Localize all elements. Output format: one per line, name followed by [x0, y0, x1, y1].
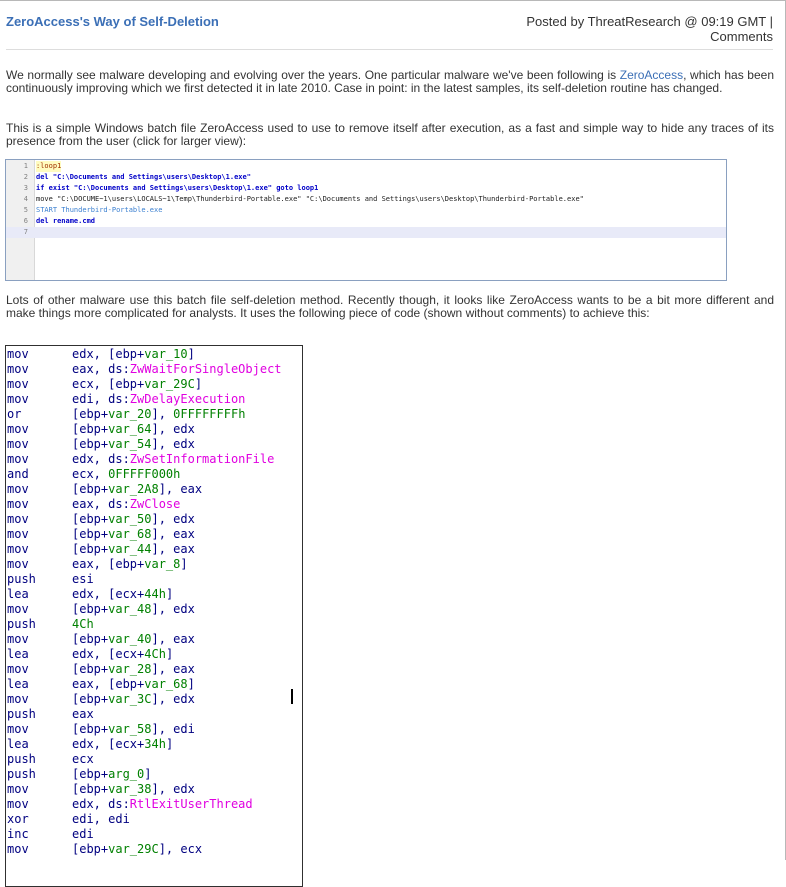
batch-file-screenshot[interactable] [5, 159, 727, 281]
asm-mnemonic: mov [7, 392, 29, 406]
asm-operands: [ebp+var_2A8], eax [72, 482, 203, 496]
asm-operands: [ebp+var_50], edx [72, 512, 195, 526]
asm-mnemonic: mov [7, 602, 29, 616]
asm-operands: [ebp+var_68], eax [72, 527, 195, 541]
asm-mnemonic: push [7, 752, 36, 766]
asm-mnemonic: push [7, 617, 36, 631]
asm-operands: [ebp+var_38], edx [72, 782, 195, 796]
asm-operands: eax, [ebp+var_68] [72, 677, 195, 691]
asm-mnemonic: mov [7, 842, 29, 856]
asm-mnemonic: lea [7, 647, 29, 661]
asm-operands: [ebp+var_20], 0FFFFFFFFh [72, 407, 246, 421]
intro-paragraph [6, 69, 774, 95]
asm-mnemonic: mov [7, 632, 29, 646]
asm-operands: [ebp+var_64], edx [72, 422, 195, 436]
asm-mnemonic: mov [7, 452, 29, 466]
batch-code: move "C:\DOCUME~1\users\LOCALS~1\Temp\Thunderbird-Portable.exe" "C:\Documents and Settings\users\Desktop\Thunderbird-Portable.exe" [36, 195, 584, 203]
batch-code: if exist "C:\Documents and Settings\users\Desktop\1.exe" goto loop1 [36, 184, 319, 192]
asm-operands: [ebp+arg_0] [72, 767, 152, 781]
asm-mnemonic: lea [7, 737, 29, 751]
asm-operands: edx, [ecx+44h] [72, 587, 174, 601]
asm-operands: eax, [ebp+var_8] [72, 557, 188, 571]
post-byline: Posted by ThreatResearch @ 09:19 GMT | [526, 14, 773, 29]
asm-mnemonic: mov [7, 422, 29, 436]
asm-mnemonic: mov [7, 437, 29, 451]
line-number: 2 [23, 173, 28, 181]
asm-operands: edx, [ecx+4Ch] [72, 647, 174, 661]
asm-mnemonic: mov [7, 497, 29, 511]
asm-mnemonic: lea [7, 587, 29, 601]
line-number: 7 [23, 228, 28, 236]
asm-operands: edx, [ecx+34h] [72, 737, 174, 751]
asm-mnemonic: mov [7, 527, 29, 541]
asm-operands: ecx [72, 752, 94, 766]
line-number: 6 [23, 217, 28, 225]
asm-mnemonic: mov [7, 362, 29, 376]
post-title-link[interactable]: ZeroAccess's Way of Self-Deletion [6, 14, 219, 29]
batch-line [6, 161, 726, 172]
frame-top-border [0, 0, 786, 1]
asm-mnemonic: mov [7, 557, 29, 571]
line-number: 4 [23, 195, 28, 203]
asm-description-paragraph: Lots of other malware use this batch file self-deletion method. Recently though, it looks like ZeroAccess wants to be a bit more different and make things more complicated for analysts. It uses the following piece of code (shown without comments) to achieve this: [6, 293, 774, 320]
asm-operands: edx, ds:RtlExitUserThread [72, 797, 253, 811]
asm-mnemonic: lea [7, 677, 29, 691]
asm-operands: [ebp+var_3C], edx [72, 692, 195, 706]
asm-operands: eax, ds:ZwWaitForSingleObject [72, 362, 282, 376]
batch-code: START Thunderbird-Portable.exe [36, 206, 163, 214]
asm-operands: ecx, 0FFFFF000h [72, 467, 181, 481]
asm-operands: [ebp+var_29C], ecx [72, 842, 203, 856]
asm-mnemonic: and [7, 467, 29, 481]
batch-line-current [6, 227, 726, 238]
asm-operands: [ebp+var_58], edi [72, 722, 195, 736]
asm-operands: [ebp+var_54], edx [72, 437, 195, 451]
batch-line [6, 172, 726, 183]
batch-code: del rename.cmd [36, 217, 96, 225]
asm-mnemonic: xor [7, 812, 29, 826]
asm-operands: [ebp+var_48], edx [72, 602, 195, 616]
batch-code: del "C:\Documents and Settings\users\Desktop\1.exe" [36, 173, 251, 181]
asm-mnemonic: mov [7, 797, 29, 811]
batch-line [6, 183, 726, 194]
batch-line [6, 216, 726, 227]
asm-mnemonic: inc [7, 827, 29, 841]
asm-operands: [ebp+var_28], eax [72, 662, 195, 676]
asm-mnemonic: mov [7, 347, 29, 361]
post-meta [473, 14, 773, 44]
batch-description-paragraph: This is a simple Windows batch file ZeroAccess used to use to remove itself after execution, as a fast and simple way to hide any traces of its presence from the user (click for larger view): [6, 121, 774, 148]
asm-operands: edx, ds:ZwSetInformationFile [72, 452, 275, 466]
asm-operands: [ebp+var_44], eax [72, 542, 195, 556]
batch-line [6, 205, 726, 216]
asm-mnemonic: push [7, 572, 36, 586]
batch-code: :loop1 [36, 162, 62, 170]
asm-operands: [ebp+var_40], eax [72, 632, 195, 646]
comments-link[interactable]: Comments [710, 29, 773, 44]
asm-operands: esi [72, 572, 94, 586]
asm-mnemonic: mov [7, 512, 29, 526]
asm-mnemonic: or [7, 407, 22, 421]
intro-text-rest: , which has been continuously improving which we first detected it in late 2010. Case in point: in the latest samples, its self-deletion routine has changed. [6, 68, 774, 95]
line-number: 1 [23, 162, 28, 170]
asm-mnemonic: mov [7, 482, 29, 496]
asm-operands: 4Ch [72, 617, 94, 631]
asm-mnemonic: mov [7, 662, 29, 676]
asm-operands: edi, edi [72, 812, 130, 826]
asm-mnemonic: push [7, 707, 36, 721]
asm-mnemonic: push [7, 767, 36, 781]
asm-mnemonic: mov [7, 377, 29, 391]
asm-operands: edi, ds:ZwDelayExecution [72, 392, 246, 406]
asm-mnemonic: mov [7, 722, 29, 736]
asm-mnemonic: mov [7, 782, 29, 796]
batch-line [6, 194, 726, 205]
asm-mnemonic: mov [7, 542, 29, 556]
intro-text: We normally see malware developing and evolving over the years. One particular malware we've been following is [6, 68, 620, 82]
line-number: 5 [23, 206, 28, 214]
title-divider [6, 49, 773, 50]
asm-operands: edi [72, 827, 94, 841]
zeroaccess-link[interactable]: ZeroAccess [619, 68, 684, 82]
asm-operands: eax, ds:ZwClose [72, 497, 181, 511]
asm-operands: edx, [ebp+var_10] [72, 347, 195, 361]
asm-operands: ecx, [ebp+var_29C] [72, 377, 203, 391]
text-cursor-icon [291, 689, 293, 704]
asm-operands: eax [72, 707, 94, 721]
asm-mnemonic: mov [7, 692, 29, 706]
assembly-code-block [5, 345, 303, 887]
line-number: 3 [23, 184, 28, 192]
